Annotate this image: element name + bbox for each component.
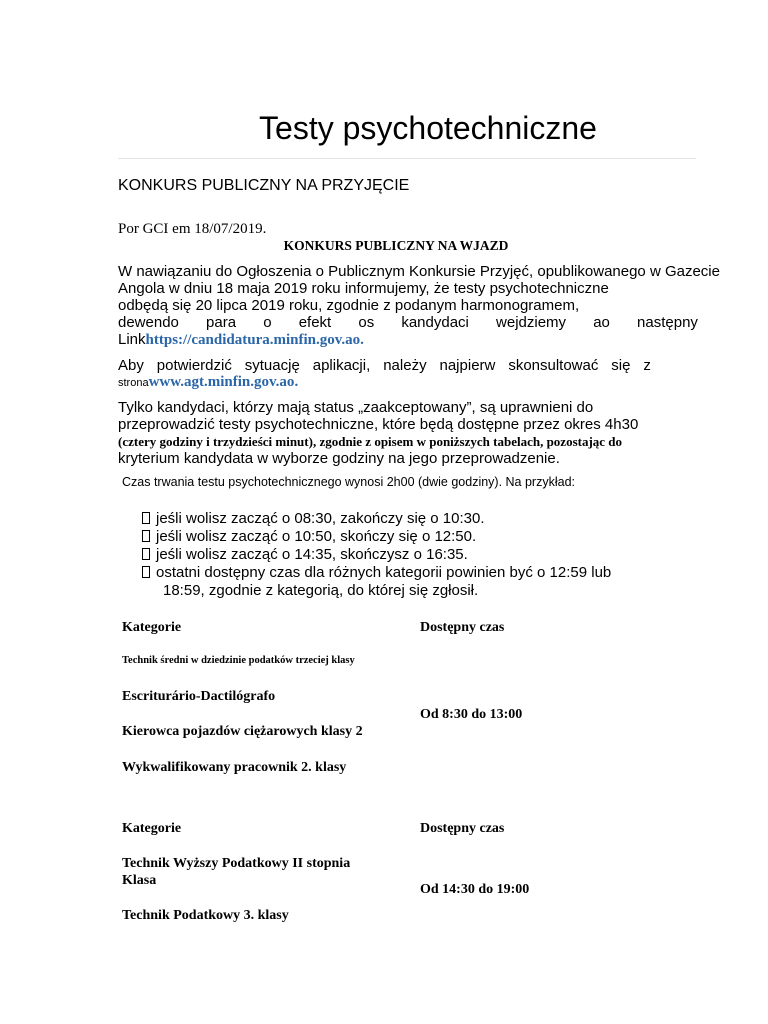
word: aplikacji, (312, 357, 371, 374)
title-divider (118, 158, 696, 159)
para3-line4: kryterium kandydata w wyborze godziny na jego przeprowadzenie. (118, 450, 560, 467)
word: o (263, 314, 272, 331)
list-item-continuation: 18:59, zgodnie z kategorią, do której się zgłosił. (163, 582, 479, 599)
list-item: jeśli wolisz zacząć o 08:30, zakończy się o 10:30. (142, 510, 485, 527)
word: Aby (118, 357, 144, 374)
table1-category: Kierowca pojazdów ciężarowych klasy 2 (122, 724, 363, 739)
word: os (358, 314, 375, 331)
para3-line2: przeprowadzić testy psychotechniczne, które będą dostępne przez okres 4h30 (118, 416, 639, 433)
word: następny (637, 314, 698, 331)
word: wejdziemy (496, 314, 567, 331)
word: z (643, 357, 651, 374)
candidatura-link[interactable]: https://candidatura.minfin.gov.ao (145, 332, 361, 348)
table1-category: Wykwalifikowany pracownik 2. klasy (122, 760, 347, 775)
para1-line4 (118, 314, 698, 331)
table1-header-time: Dostępny czas (420, 620, 505, 635)
link-suffix: . (294, 374, 299, 390)
table1-category: Escriturário-Dactilógrafo (122, 689, 276, 704)
link-suffix: . (360, 332, 364, 348)
para3-line1: Tylko kandydaci, którzy mają status „zaakceptowany”, są uprawnieni do (118, 399, 594, 416)
table2-time: Od 14:30 do 19:00 (420, 882, 530, 897)
word: skonsultować (508, 357, 599, 374)
word: ao (593, 314, 610, 331)
date-line: Por GCI em 18/07/2019. (118, 221, 267, 237)
strona-prefix: strona (118, 377, 149, 389)
table1-time: Od 8:30 do 13:00 (420, 707, 523, 722)
para1-line1: W nawiązaniu do Ogłoszenia o Publicznym Konkursie Przyjęć, opublikowanego w Gazecie (118, 263, 720, 280)
word: należy (383, 357, 427, 374)
word: najpierw (439, 357, 496, 374)
table2-category: Technik Wyższy Podatkowy II stopnia (122, 856, 351, 871)
word: kandydaci (401, 314, 469, 331)
subtitle: KONKURS PUBLICZNY NA PRZYJĘCIE (118, 177, 410, 194)
link-prefix: Link (118, 331, 146, 348)
list-item: jeśli wolisz zacząć o 10:50, skończy się o 12:50. (142, 528, 476, 545)
para1-line5 (118, 331, 364, 349)
table2-header-time: Dostępny czas (420, 821, 505, 836)
para2-line2 (118, 373, 298, 391)
bullet-box-icon (142, 566, 150, 578)
para1-line3: odbędą się 20 lipca 2019 roku, zgodnie z podanym harmonogramem, (118, 297, 580, 314)
table2-category: Technik Podatkowy 3. klasy (122, 908, 289, 923)
word: sytuację (244, 357, 300, 374)
list-item: ostatni dostępny czas dla różnych kategorii powinien być o 12:59 lub (142, 564, 611, 581)
bullet-box-icon (142, 512, 150, 524)
table1-category: Technik średni w dziedzinie podatków trzeciej klasy (122, 655, 355, 666)
word: się (611, 357, 631, 374)
duration-note: Czas trwania testu psychotechnicznego wynosi 2h00 (dwie godziny). Na przykład: (122, 475, 576, 489)
section-heading: KONKURS PUBLICZNY NA WJAZD (283, 238, 509, 253)
table1-header-categories: Kategorie (122, 620, 182, 635)
bullet-box-icon (142, 548, 150, 560)
list-item: jeśli wolisz zacząć o 14:35, skończysz o 16:35. (142, 546, 468, 563)
table2-header-categories: Kategorie (122, 821, 182, 836)
table2-category: Klasa (122, 873, 157, 888)
bullet-box-icon (142, 530, 150, 542)
word: para (206, 314, 237, 331)
para1-line2: Angola w dniu 18 maja 2019 roku informujemy, że testy psychotechniczne (118, 280, 609, 297)
word: potwierdzić (156, 357, 232, 374)
word: efekt (298, 314, 332, 331)
agt-link[interactable]: www.agt.minfin.gov.ao (148, 374, 295, 390)
para3-line3: (cztery godziny i trzydzieści minut), zgodnie z opisem w poniższych tabelach, pozostając do (118, 434, 623, 449)
para2-line1 (118, 357, 651, 374)
page-title: Testy psychotechniczne (259, 110, 597, 146)
word: dewendo (118, 314, 179, 331)
